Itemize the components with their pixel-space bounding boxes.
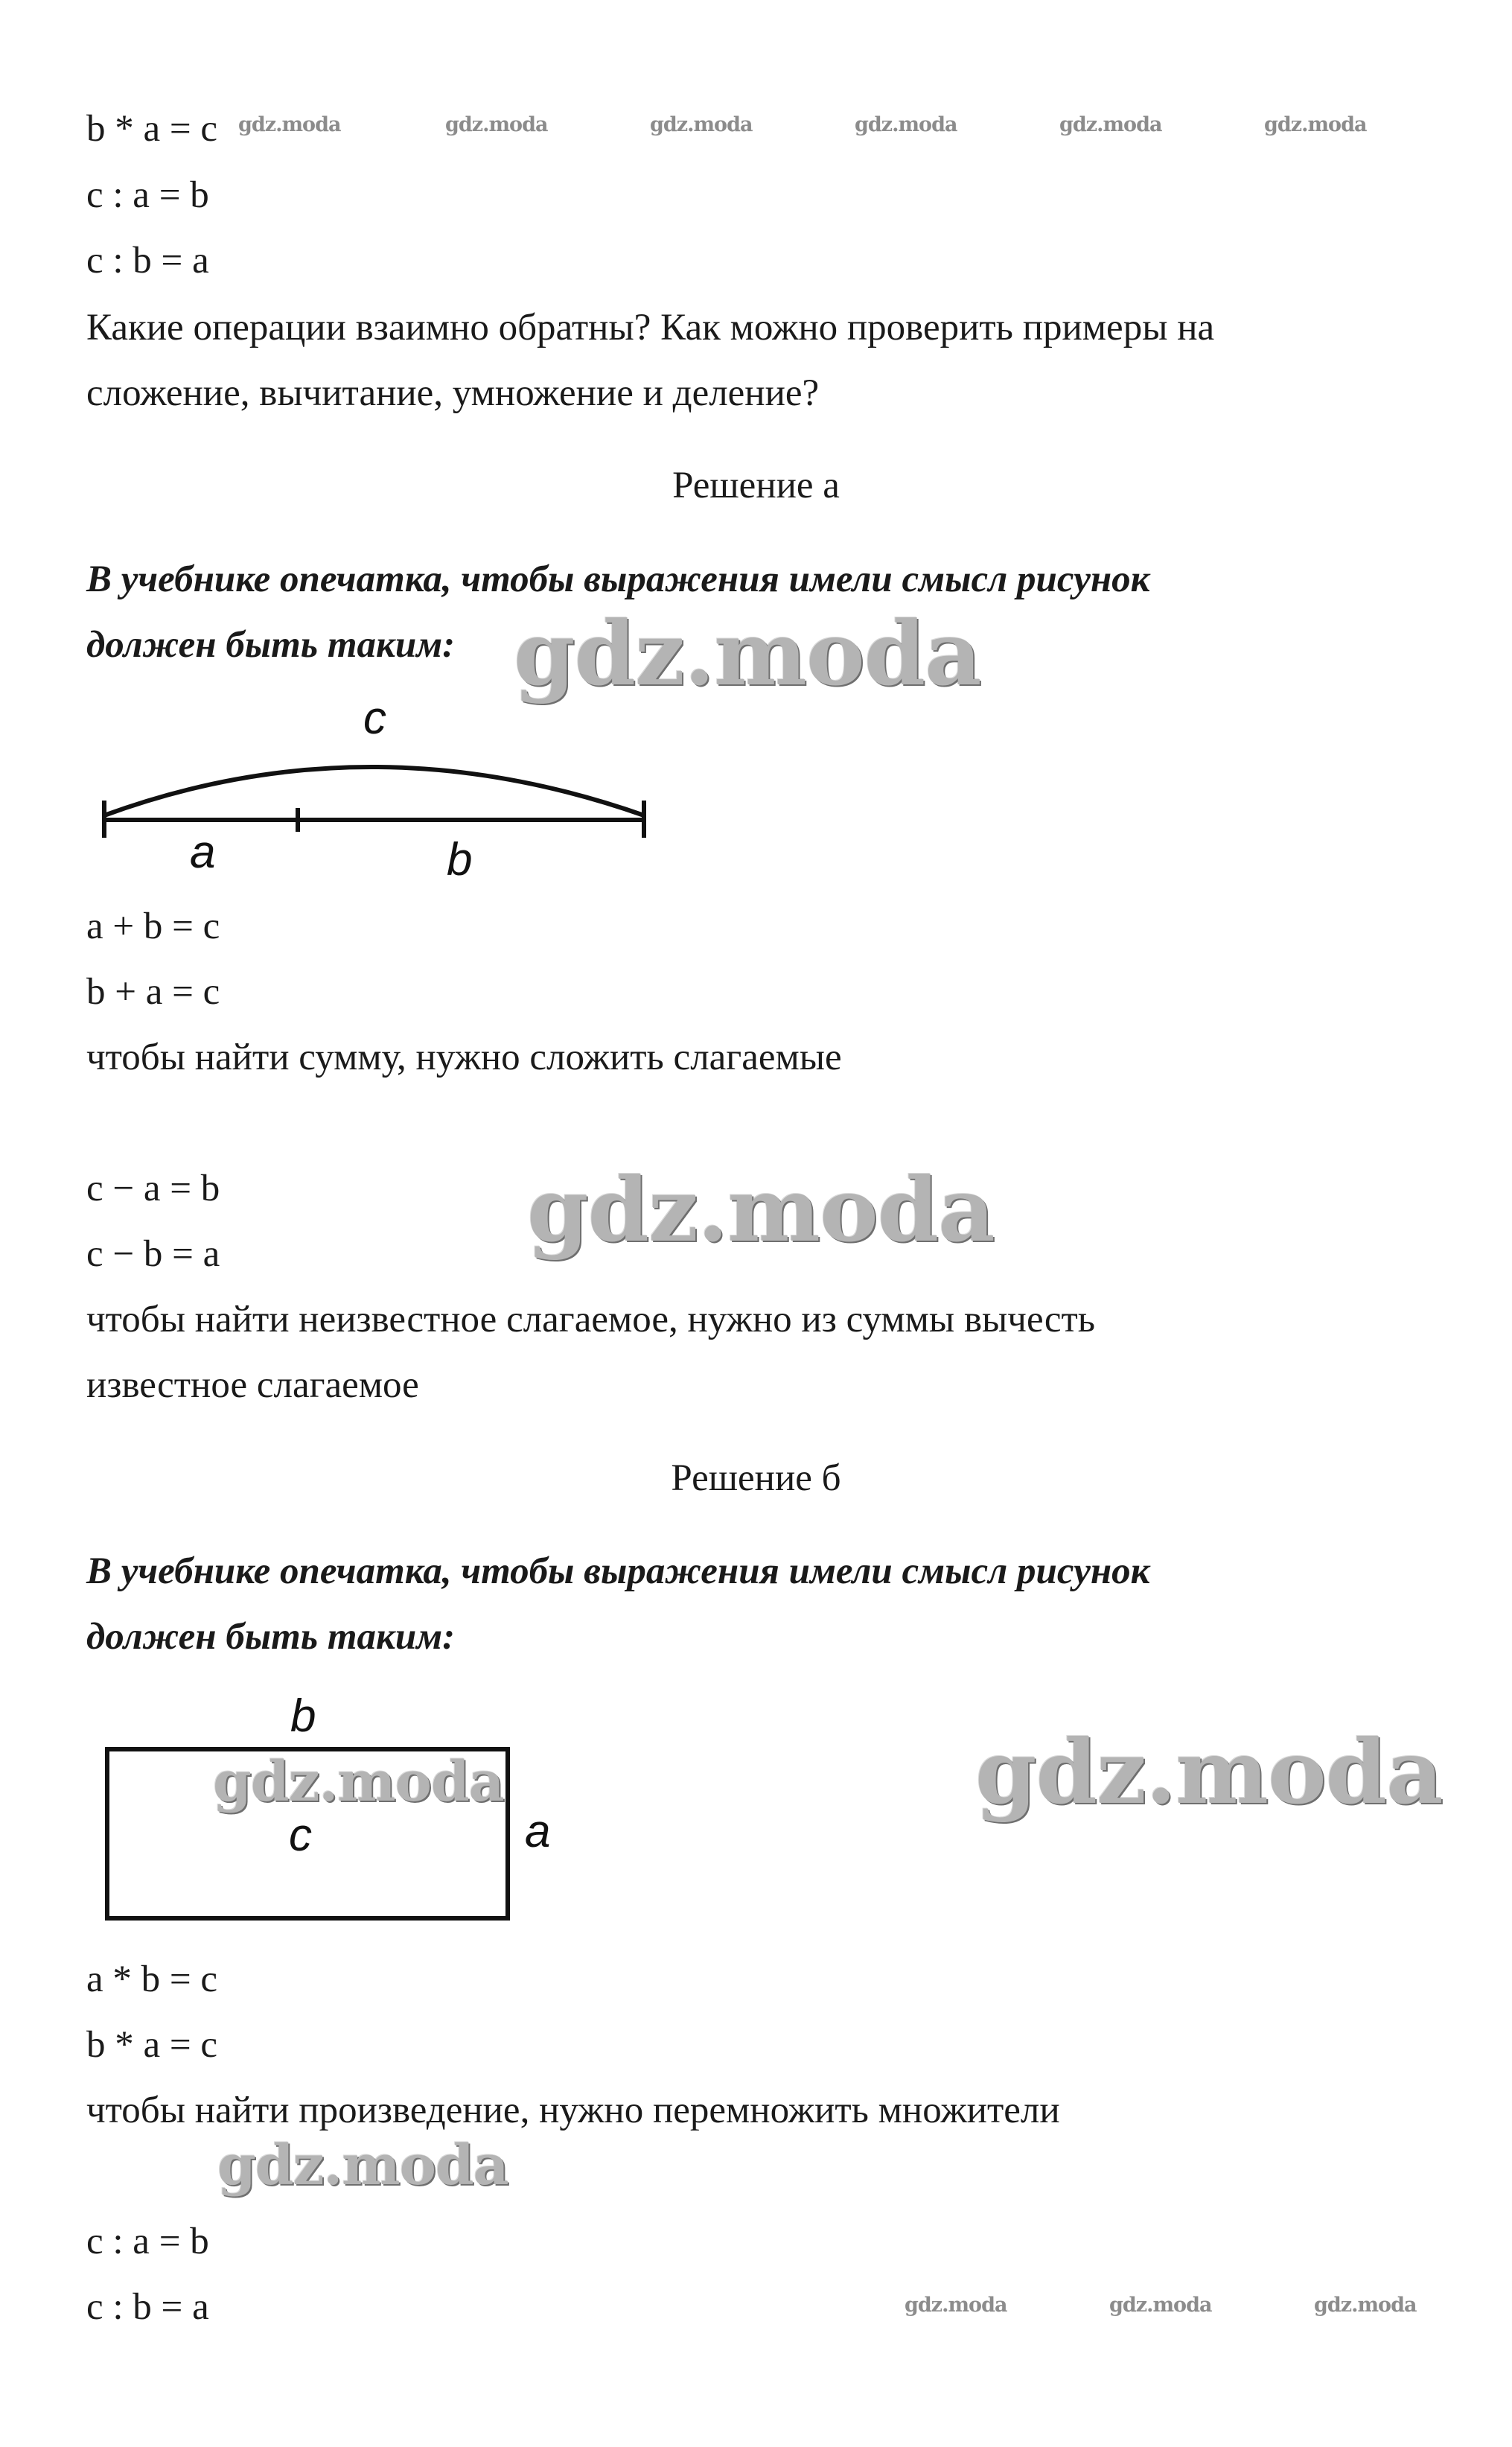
- equation-line: c : a = b: [86, 174, 209, 216]
- segment-arc-figure: [89, 689, 663, 890]
- typo-note: В учебнике опечатка, чтобы выражения имели смысл рисунок: [86, 559, 1150, 600]
- watermark: gdz.moda: [855, 113, 957, 136]
- segment-b-label: b: [447, 834, 473, 885]
- equation-line: c : a = b: [86, 2221, 209, 2262]
- watermark: gdz.moda: [514, 602, 981, 705]
- watermark: gdz.moda: [527, 1158, 995, 1261]
- question-line: сложение, вычитание, умножение и деление?: [86, 372, 820, 414]
- rule-text: известное слагаемое: [86, 1364, 419, 1406]
- watermark: gdz.moda: [1109, 2294, 1212, 2317]
- equation-line: a * b = c: [86, 1958, 218, 2000]
- equation-line: c : b = a: [86, 2286, 209, 2328]
- watermark: gdz.moda: [650, 113, 753, 136]
- equation-line: c − b = a: [86, 1233, 220, 1275]
- rect-top-label: b: [290, 1690, 316, 1742]
- watermark: gdz.moda: [217, 2133, 508, 2198]
- equation-line: c : b = a: [86, 240, 209, 281]
- rule-text: чтобы найти произведение, нужно перемножить множители: [86, 2090, 1060, 2131]
- equation-line: b * a = c: [86, 108, 218, 150]
- watermark: gdz.moda: [975, 1720, 1443, 1824]
- rule-text: чтобы найти сумму, нужно сложить слагаемые: [86, 1037, 842, 1078]
- rule-text: чтобы найти неизвестное слагаемое, нужно из суммы вычесть: [86, 1299, 1096, 1340]
- arc-label: c: [363, 693, 386, 744]
- typo-note: должен быть таким:: [86, 624, 456, 666]
- watermark: gdz.moda: [905, 2294, 1007, 2317]
- watermark: gdz.moda: [445, 113, 548, 136]
- equation-line: c − a = b: [86, 1168, 220, 1209]
- watermark: gdz.moda: [1314, 2294, 1417, 2317]
- question-line: Какие операции взаимно обратны? Как можно проверить примеры на: [86, 307, 1215, 349]
- equation-line: b * a = c: [86, 2024, 218, 2066]
- watermark: gdz.moda: [1264, 113, 1367, 136]
- watermark: gdz.moda: [1059, 113, 1162, 136]
- solution-heading: Решение а: [672, 465, 840, 506]
- watermark: gdz.moda: [238, 113, 341, 136]
- rect-center-label: c: [289, 1810, 312, 1861]
- rect-side-label: a: [525, 1806, 551, 1857]
- equation-line: a + b = c: [86, 906, 220, 947]
- segment-a-label: a: [190, 827, 216, 878]
- typo-note: В учебнике опечатка, чтобы выражения имели смысл рисунок: [86, 1550, 1150, 1592]
- typo-note: должен быть таким:: [86, 1616, 456, 1658]
- equation-line: b + a = c: [86, 971, 220, 1013]
- watermark: gdz.moda: [213, 1750, 504, 1814]
- solution-heading: Решение б: [671, 1457, 841, 1499]
